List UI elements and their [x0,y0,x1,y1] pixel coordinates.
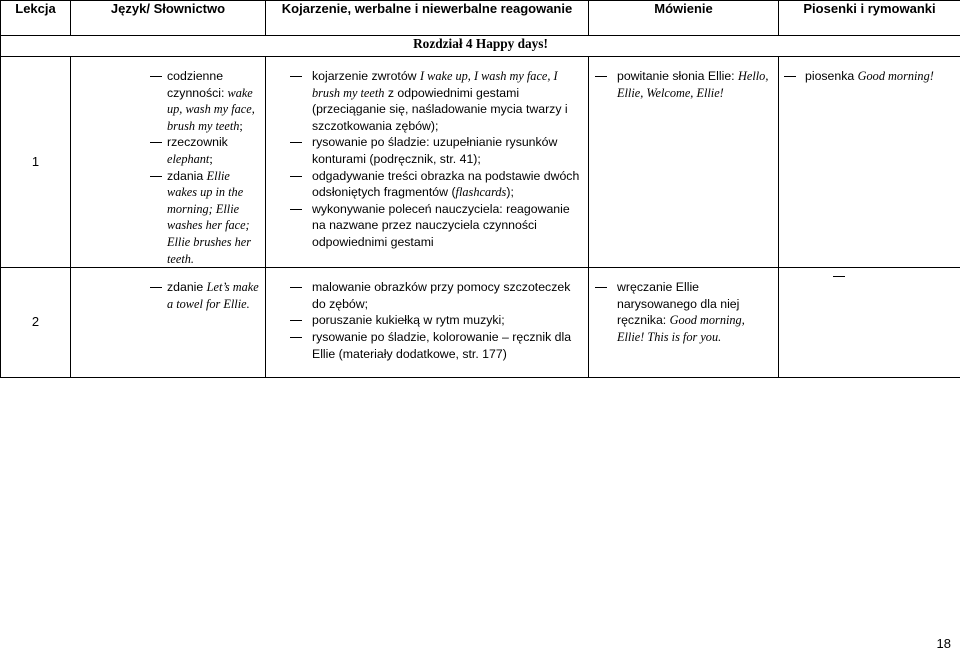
dash-bullet [150,176,162,177]
reacting-cell [266,57,589,268]
vocab-list [167,279,261,312]
english-phrase: Good morning! [857,69,934,83]
lesson-number: 1 [1,57,71,268]
english-phrase: wake up, wash my face, brush my teeth [167,85,255,133]
english-phrase: Let’s make a towel for Ellie. [167,280,259,311]
item-text: rysowanie po śladzie: uzupełnianie rysunków konturami (podręcznik, str. 41); [312,135,558,166]
dash-bullet [290,287,302,288]
dash-bullet [290,320,302,321]
item-text: zdania [167,168,207,183]
list-item [617,279,774,345]
item-text: poruszanie kukiełką w rytm muzyki; [312,313,505,328]
list-item [288,329,584,362]
header-speaking: Mówienie [589,1,779,36]
item-text: codzienne czynności: [167,69,225,100]
list-item [805,68,956,85]
lesson-row [1,57,960,268]
chapter-row [1,36,960,57]
item-text: odgadywanie treści obrazka na podstawie dwóch odsłoniętych fragmentów ( [312,168,580,200]
item-text: rysowanie po śladzie, kolorowanie – ręcznik dla Ellie (materiały dodatkowe, str. 177) [312,329,572,361]
vocab-cell [71,57,266,268]
speaking-cell [589,268,779,378]
page-number: 18 [936,636,951,651]
header-row [1,1,960,36]
header-reacting: Kojarzenie, werbalne i niewerbalne reagowanie [266,1,589,36]
header-songs: Piosenki i rymowanki [779,1,960,36]
lesson-row [1,268,960,378]
item-text: wręczanie Ellie narysowanego dla niej ręcznika: [617,280,740,328]
list-item [288,134,584,167]
list-item [167,134,261,167]
dash-bullet [595,76,607,77]
english-phrase: Ellie wakes up in the morning; Ellie washes her face; Ellie brushes her teeth. [167,168,252,266]
item-text: wykonywanie poleceń nauczyciela: reagowanie na nazwane przez nauczyciela czynności odpowiednimi gestami [312,201,570,249]
speaking-list [617,279,774,345]
english-phrase: flashcards [455,185,507,200]
item-text: malowanie obrazków przy pomocy szczoteczek do zębów; [312,280,571,311]
list-item [288,201,584,251]
reacting-cell [266,268,589,378]
list-item [617,68,774,101]
reacting-list [288,68,584,251]
dash-bullet [290,76,302,77]
item-text: ); [506,185,514,200]
chapter-title-text: Rozdział 4 Happy days! [413,36,548,51]
item-text: kojarzenie zwrotów [312,69,420,83]
list-item [167,168,261,268]
item-text: ; [239,118,243,133]
english-phrase: Good morning, Ellie! This is for you. [617,313,745,344]
list-item [167,68,261,134]
dash-bullet [290,209,302,210]
vocab-cell [71,268,266,378]
item-text: piosenka [805,69,858,83]
dash-bullet [150,142,162,143]
vocab-list [167,68,261,267]
english-phrase: elephant [167,151,210,166]
songs-cell [779,268,960,378]
list-item [288,168,584,201]
header-language: Język/ Słownictwo [71,1,266,36]
item-text: z odpowiednimi gestami (przeciąganie się, naśladowanie mycia twarzy i szczotkowania zębów); [312,85,568,133]
dash-bullet [833,276,845,277]
header-lesson: Lekcja [1,1,71,36]
dash-bullet [784,76,796,77]
english-phrase: I wake up, I wash my face, I brush my teeth [312,69,558,100]
dash-bullet [150,287,162,288]
songs-list [805,68,956,85]
english-phrase: Hello, Ellie, Welcome, Ellie! [617,69,769,100]
dash-bullet [290,142,302,143]
dash-bullet [290,337,302,338]
dash-bullet [150,76,162,77]
list-item [167,279,261,312]
songs-cell [779,57,960,268]
list-item [288,312,584,329]
list-item [288,279,584,312]
item-text: ; [209,151,213,166]
list-item [288,68,584,134]
item-text: powitanie słonia Ellie: [617,69,738,83]
item-text: rzeczownik [167,135,228,150]
item-text: zdanie [167,280,207,295]
dash-bullet [290,176,302,177]
speaking-list [617,68,774,101]
chapter-title [1,36,960,57]
lesson-number: 2 [1,268,71,378]
reacting-list [288,279,584,362]
dash-bullet [595,287,607,288]
speaking-cell [589,57,779,268]
